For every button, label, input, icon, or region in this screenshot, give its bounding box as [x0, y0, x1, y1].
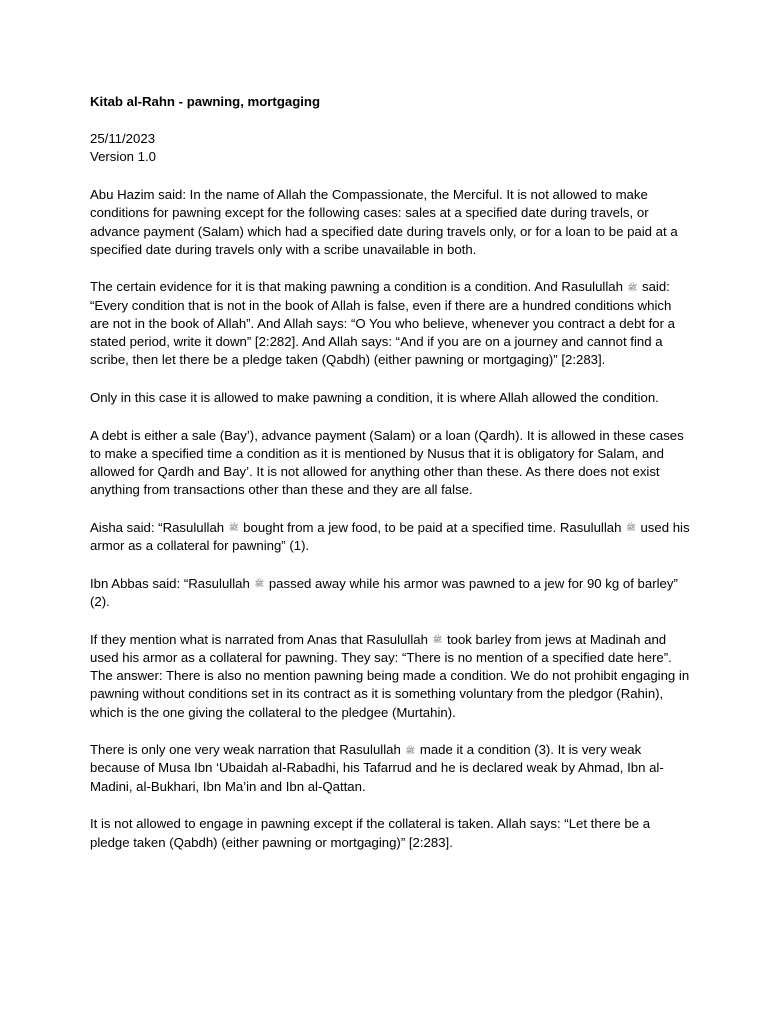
paragraph	[90, 278, 690, 369]
paragraph-text: Only in this case it is allowed to make pawning a condition, it is where Allah allowed the condition.	[90, 389, 659, 405]
honorific-glyph: ﷺ	[405, 745, 416, 755]
paragraph-text: used his armor as a collateral for pawning” (1).	[90, 519, 690, 554]
document-meta	[90, 130, 690, 166]
document-page	[90, 93, 690, 852]
paragraph	[90, 519, 690, 555]
paragraph-text: A debt is either a sale (Bay’), advance payment (Salam) or a loan (Qardh). It is allowed in these cases to make a specified time a condition as it is mentioned by Nusus that it is obligatory for Salam, and allowed for Qardh and Bay’. It is not allowed for anything other than these. As there does not exist anything from transactions other than these and they are all false.	[90, 427, 684, 498]
paragraph	[90, 186, 690, 259]
paragraph	[90, 575, 690, 611]
paragraph-text: made it a condition (3). It is very weak because of Musa Ibn ‘Ubaidah al-Rabadhi, his Tafarrud and he is declared weak by Ahmad, Ibn al-Madini, al-Bukhari, Ibn Ma’in and Ibn al-Qattan.	[90, 742, 664, 794]
paragraph-text: It is not allowed to engage in pawning except if the collateral is taken. Allah says: “Let there be a pledge taken (Qabdh) (either pawning or mortgaging)” [2:283].	[90, 816, 651, 850]
honorific-glyph: ﷺ	[228, 523, 239, 533]
paragraph	[90, 815, 690, 851]
paragraph-text: Aisha said: “Rasulullah	[90, 519, 225, 535]
honorific-glyph: ﷺ	[254, 579, 265, 589]
paragraph-text: The certain evidence for it is that making pawning a condition is a condition. And Rasulullah	[90, 279, 623, 295]
paragraph	[90, 631, 690, 722]
document-version: Version 1.0	[90, 149, 156, 165]
paragraph-text: took barley from jews at Madinah and used his armor as a collateral for pawning. They say: “There is no mention of a specified date here”. The answer: There is also no mention pawning being made a condition. We do not prohibit engaging in pawning without conditions set in its contract as it is something voluntary from the pledgor (Rahin), which is the one giving the collateral to the pledgee (Murtahin).	[90, 631, 690, 720]
paragraph	[90, 741, 690, 796]
honorific-glyph: ﷺ	[627, 282, 638, 292]
document-title: Kitab al-Rahn - pawning, mortgaging	[90, 94, 321, 109]
paragraph-text: There is only one very weak narration that Rasulullah	[90, 742, 401, 758]
paragraph	[90, 427, 690, 500]
document-date: 25/11/2023	[90, 131, 156, 147]
paragraph-text: passed away while his armor was pawned to a jew for 90 kg of barley” (2).	[90, 575, 678, 610]
document-body	[90, 186, 690, 852]
paragraph-text: said: “Every condition that is not in the book of Allah is false, even if there are a hundred conditions which are not in the book of Allah”. And Allah says: “O You who believe, whenever you contract a debt for a stated period, write it down” [2:282]. And Allah says: “And if you are on a journey and cannot find a scribe, then let there be a pledge taken (Qabdh) (either pawning or mortgaging)” [2:283].	[90, 279, 676, 368]
honorific-glyph: ﷺ	[432, 635, 443, 645]
paragraph-text: bought from a jew food, to be paid at a specified time. Rasulullah	[243, 519, 622, 535]
paragraph	[90, 389, 690, 407]
paragraph-text: If they mention what is narrated from Anas that Rasulullah	[90, 631, 428, 647]
honorific-glyph: ﷺ	[626, 523, 636, 533]
paragraph-text: Abu Hazim said: In the name of Allah the Compassionate, the Merciful. It is not allowed to make conditions for pawning except for the following cases: sales at a specified date during travels, or advance payment (Salam) which had a specified date during travels only, or for a loan to be paid at a specified date during travels only with a scribe unavailable in both.	[90, 187, 678, 257]
paragraph-text: Ibn Abbas said: “Rasulullah	[90, 575, 250, 591]
